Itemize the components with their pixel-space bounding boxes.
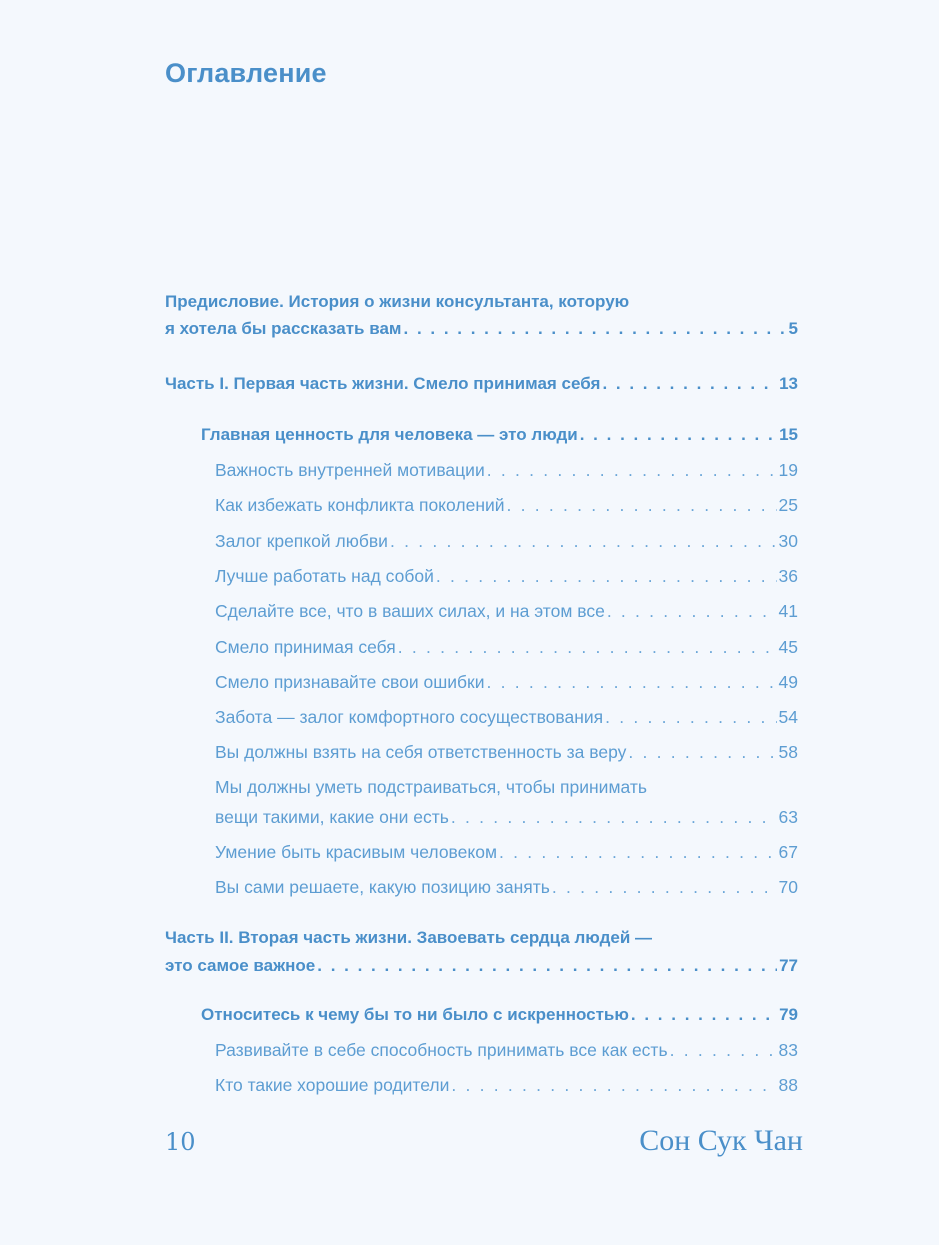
toc-entry-label: Часть II. Вторая часть жизни. Завоевать сердца людей —	[165, 928, 653, 947]
toc-entry-label: Важность внутренней мотивации	[215, 460, 485, 480]
toc-page-number: 45	[778, 637, 798, 657]
leader-dots	[628, 742, 776, 763]
toc-entry-label: Смело принимая себя	[215, 637, 396, 657]
leader-dots	[552, 877, 777, 898]
toc-page-number: 58	[778, 742, 798, 762]
toc-entry-label: Развивайте в себе способность принимать все как есть	[215, 1040, 668, 1060]
toc-page-number: 83	[778, 1040, 798, 1060]
page-title: Оглавление	[165, 58, 327, 88]
toc-entry-label: Как избежать конфликта поколений	[215, 495, 505, 515]
toc-page-number: 15	[779, 425, 798, 444]
toc-entry-label: Часть I. Первая часть жизни. Смело принимая себя	[165, 374, 601, 393]
toc-entry-label: Сделайте все, что в ваших силах, и на этом все	[215, 601, 605, 621]
leader-dots	[580, 425, 777, 445]
toc-entry-label: Умение быть красивым человеком	[215, 842, 497, 862]
toc-entry-label: Забота — залог комфортного сосуществования	[215, 707, 604, 727]
leader-dots	[317, 956, 777, 976]
toc-page-number: 49	[778, 672, 798, 692]
toc-page-number: 79	[779, 1005, 798, 1024]
toc-entry-item[interactable]	[215, 1075, 798, 1096]
toc-entry-item[interactable]	[215, 672, 798, 693]
leader-dots	[607, 601, 777, 622]
leader-dots	[486, 672, 776, 693]
toc-entry-label: Вы должны взять на себя ответственность за веру	[215, 742, 627, 762]
toc-page-number: 19	[778, 460, 798, 480]
toc-entry-item[interactable]	[215, 1040, 798, 1061]
toc-page-number: 25	[778, 495, 798, 515]
toc-entry-item[interactable]	[215, 460, 798, 481]
toc-page-number: 88	[778, 1075, 798, 1095]
toc-entry-label: Относитесь к чему бы то ни было с искренностью	[201, 1005, 629, 1024]
leader-dots	[404, 319, 787, 339]
toc-entry-label: я хотела бы рассказать вам	[165, 319, 402, 338]
leader-dots	[390, 531, 777, 552]
toc-page-number: 41	[778, 601, 798, 621]
toc-entry-item[interactable]	[215, 601, 798, 622]
toc-page-number: 36	[778, 566, 798, 586]
leader-dots	[670, 1040, 777, 1061]
leader-dots	[398, 637, 777, 658]
toc-page-number: 67	[778, 842, 798, 862]
toc-entry-label: Предисловие. История о жизни консультанта, которую	[165, 292, 630, 311]
toc-entry-item[interactable]	[215, 531, 798, 552]
toc-entry-item[interactable]	[215, 842, 798, 863]
leader-dots	[605, 707, 776, 728]
toc-entry-preface[interactable]	[165, 292, 798, 339]
toc-page-number: 63	[778, 807, 798, 827]
leader-dots	[602, 374, 777, 394]
toc-entry-label: это самое важное	[165, 956, 316, 975]
toc-entry-label: Вы сами решаете, какую позицию занять	[215, 877, 550, 897]
leader-dots	[451, 1075, 776, 1096]
toc-entry-label: Кто такие хорошие родители	[215, 1075, 450, 1095]
toc-page-number: 13	[779, 374, 798, 393]
toc-entry-label: Мы должны уметь подстраиваться, чтобы принимать	[215, 777, 647, 797]
toc-entry-label: Смело признавайте свои ошибки	[215, 672, 485, 692]
page-number: 10	[165, 1128, 196, 1156]
leader-dots	[507, 495, 777, 516]
toc-entry-chapter-2[interactable]	[201, 1005, 798, 1025]
toc-entry-item[interactable]	[215, 777, 798, 828]
toc-entry-item[interactable]	[215, 495, 798, 516]
toc-entry-part-1[interactable]	[165, 374, 798, 394]
toc-entry-item[interactable]	[215, 637, 798, 658]
toc-page-number: 54	[778, 707, 798, 727]
leader-dots	[499, 842, 777, 863]
toc-entry-label: Залог крепкой любви	[215, 531, 388, 551]
toc-entry-label: Главная ценность для человека — это люди	[201, 425, 578, 444]
toc-entry-part-2[interactable]	[165, 928, 798, 976]
toc-entry-chapter-1[interactable]	[201, 425, 798, 445]
toc-entry-item[interactable]	[215, 566, 798, 587]
toc-entry-item[interactable]	[215, 707, 798, 728]
toc-entry-label: вещи такими, какие они есть	[215, 807, 449, 827]
toc-page-number: 77	[779, 956, 798, 975]
leader-dots	[487, 460, 777, 481]
leader-dots	[451, 807, 777, 828]
leader-dots	[436, 566, 777, 587]
toc-entry-item[interactable]	[215, 742, 798, 763]
toc-entry-label: Лучше работать над собой	[215, 566, 434, 586]
toc-entry-item[interactable]	[215, 877, 798, 898]
running-footer-author: Сон Сук Чан	[639, 1124, 803, 1157]
leader-dots	[631, 1005, 777, 1025]
toc-page-number: 70	[778, 877, 798, 897]
toc-page-number: 5	[788, 319, 798, 338]
toc-page-number: 30	[778, 531, 798, 551]
